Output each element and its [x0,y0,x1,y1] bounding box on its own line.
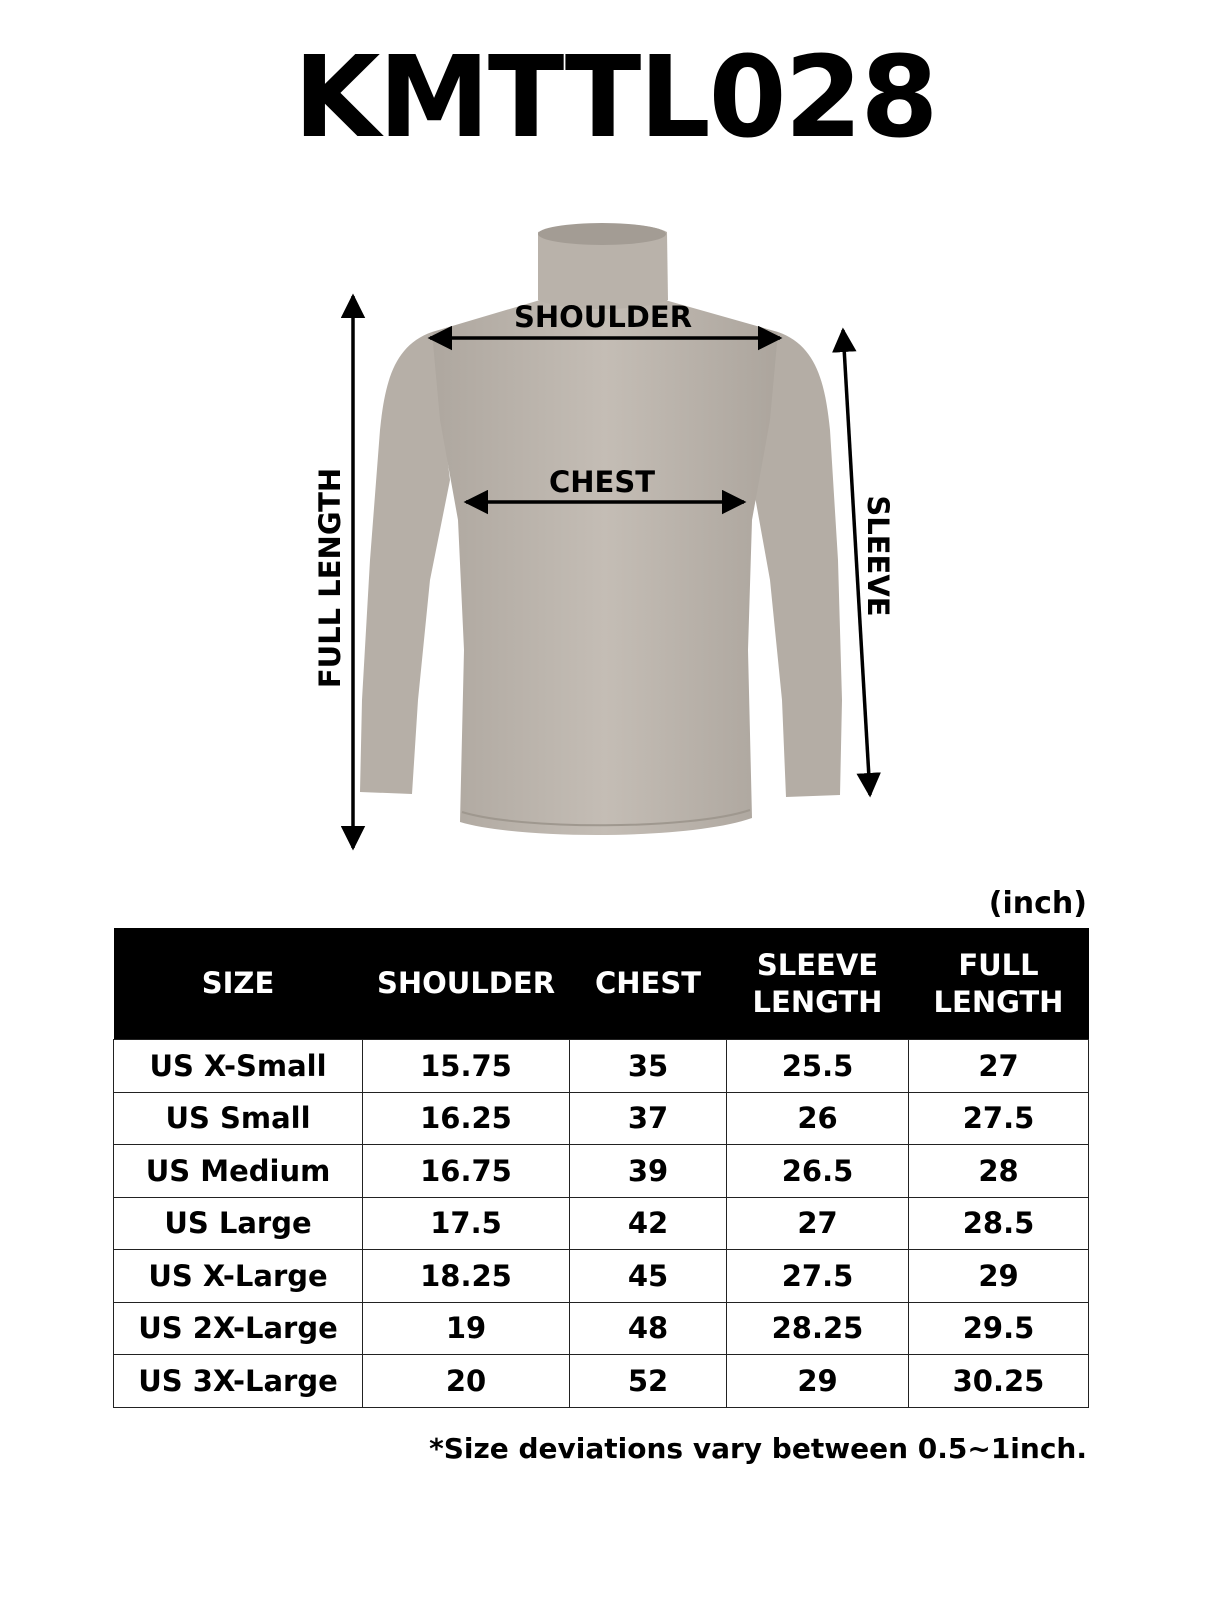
left-sleeve [360,332,450,794]
sleeve-cell: 27.5 [727,1250,909,1303]
chest-cell: 45 [570,1250,727,1303]
size-deviation-note: *Size deviations vary between 0.5~1inch. [429,1432,1087,1465]
full-length-label: FULL LENGTH [313,467,347,689]
chest-cell: 52 [570,1355,727,1408]
sleeve-cell: 28.25 [727,1302,909,1355]
shoulder-cell: 16.75 [363,1145,570,1198]
size-cell: US 3X-Large [114,1355,363,1408]
shirt-body [432,300,778,835]
header-sleeve-length: SLEEVE LENGTH [727,928,909,1040]
table-row [114,1302,1089,1355]
product-code-title: KMTTL028 [293,33,937,163]
size-cell: US 2X-Large [114,1302,363,1355]
shoulder-cell: 16.25 [363,1092,570,1145]
full-length-cell: 27.5 [909,1092,1089,1145]
shoulder-cell: 20 [363,1355,570,1408]
size-cell: US Large [114,1197,363,1250]
full-length-cell: 28.5 [909,1197,1089,1250]
shoulder-label: SHOULDER [513,300,693,334]
full-length-cell: 28 [909,1145,1089,1198]
table-header-row [114,928,1089,1040]
table-row [114,1197,1089,1250]
table-row [114,1355,1089,1408]
full-length-cell: 27 [909,1040,1089,1093]
sleeve-cell: 25.5 [727,1040,909,1093]
header-shoulder: SHOULDER [363,928,570,1040]
shoulder-cell: 15.75 [363,1040,570,1093]
table-row [114,1250,1089,1303]
unit-label: (inch) [988,886,1087,921]
size-cell: US X-Small [114,1040,363,1093]
size-chart-table [113,928,1089,1408]
chest-cell: 35 [570,1040,727,1093]
header-full-length: FULL LENGTH [909,928,1089,1040]
size-cell: US Medium [114,1145,363,1198]
sleeve-cell: 29 [727,1355,909,1408]
shoulder-cell: 18.25 [363,1250,570,1303]
full-length-cell: 29.5 [909,1302,1089,1355]
header-size: SIZE [114,928,363,1040]
sleeve-label: SLEEVE [861,495,895,617]
size-cell: US X-Large [114,1250,363,1303]
chest-cell: 42 [570,1197,727,1250]
shoulder-cell: 19 [363,1302,570,1355]
sleeve-cell: 27 [727,1197,909,1250]
full-length-cell: 30.25 [909,1355,1089,1408]
table-row [114,1092,1089,1145]
table-row [114,1040,1089,1093]
sleeve-cell: 26.5 [727,1145,909,1198]
chest-label: CHEST [548,465,656,499]
shoulder-cell: 17.5 [363,1197,570,1250]
full-length-cell: 29 [909,1250,1089,1303]
chest-cell: 37 [570,1092,727,1145]
chest-cell: 48 [570,1302,727,1355]
chest-cell: 39 [570,1145,727,1198]
sleeve-cell: 26 [727,1092,909,1145]
header-chest: CHEST [570,928,727,1040]
table-row [114,1145,1089,1198]
size-cell: US Small [114,1092,363,1145]
